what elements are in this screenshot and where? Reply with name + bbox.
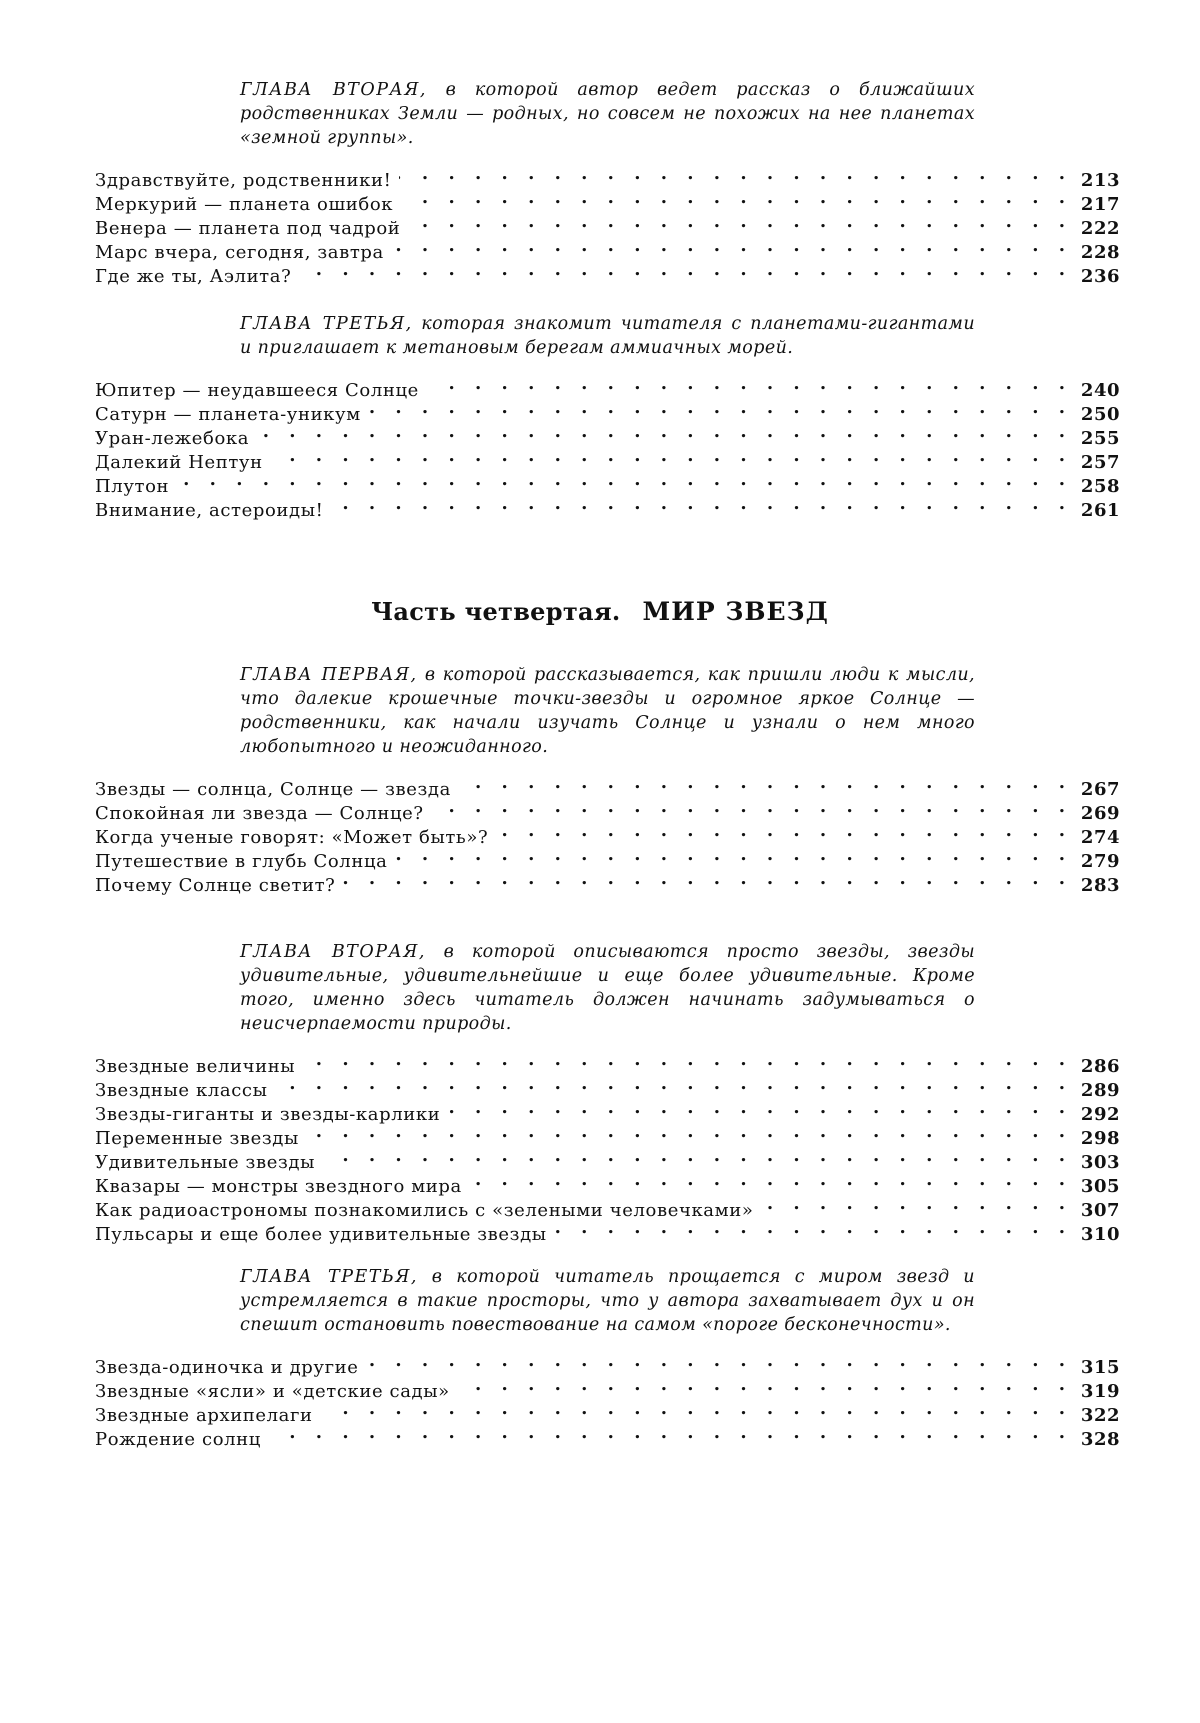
toc-entry-page: 283 [1080, 875, 1120, 896]
chapter-description [240, 78, 975, 150]
toc-list [95, 771, 1120, 896]
toc-entry-title: Звездные классы [95, 1079, 276, 1103]
toc-entry-page: 303 [1080, 1152, 1120, 1173]
toc-entry-page: 289 [1080, 1080, 1120, 1101]
dot-leader [458, 1373, 1072, 1397]
toc-entry-title: Удивительные звезды [95, 1151, 323, 1175]
toc-entry-page: 236 [1080, 266, 1120, 287]
dot-leader [448, 1096, 1072, 1120]
toc-entry-page: 315 [1080, 1357, 1120, 1378]
toc-entry-title: Уран-лежебока [95, 427, 257, 451]
toc-entry-page: 257 [1080, 452, 1120, 473]
toc-entry-title: Плутон [95, 475, 177, 499]
dot-leader [470, 1168, 1072, 1192]
toc-entry-page: 328 [1080, 1429, 1120, 1450]
toc-entry[interactable] [95, 372, 1120, 401]
toc-entry-title: Рождение солнц [95, 1428, 269, 1452]
dot-leader [427, 372, 1072, 396]
toc-entry-page: 298 [1080, 1128, 1120, 1149]
toc-entry-title: Звездные архипелаги [95, 1404, 321, 1428]
chapter-lead: ГЛАВА ТРЕТЬЯ, [240, 1267, 418, 1287]
chapter-lead: ГЛАВА ВТОРАЯ, [240, 942, 426, 962]
dot-leader [276, 1072, 1072, 1096]
toc-entry-page: 269 [1080, 803, 1120, 824]
toc-entry-title: Марс вчера, сегодня, завтра [95, 241, 392, 265]
toc-entry-page: 286 [1080, 1056, 1120, 1077]
toc-entry-title: Путешествие в глубь Солнца [95, 850, 395, 874]
toc-entry-page: 240 [1080, 380, 1120, 401]
toc-entry-page: 322 [1080, 1405, 1120, 1426]
dot-leader [177, 468, 1072, 492]
dot-leader [408, 210, 1072, 234]
dot-leader [399, 162, 1072, 186]
toc-entry-page: 307 [1080, 1200, 1120, 1221]
toc-list [95, 1048, 1120, 1245]
toc-entry-page: 319 [1080, 1381, 1120, 1402]
chapter-text: в которой рассказывается, как пришли люди к мысли, что далекие крошечные точки-звезды и огромное яркое Солнце — родственники, как начали изучать Солнце и узнали о нем много любопытного и неожиданного. [240, 665, 975, 757]
toc-list [95, 162, 1120, 287]
toc-entry[interactable] [95, 162, 1120, 191]
toc-entry-page: 217 [1080, 194, 1120, 215]
toc-entry-title: Звездные величины [95, 1055, 303, 1079]
toc-entry-title: Сатурн — планета-уникум [95, 403, 369, 427]
dot-leader [303, 1048, 1072, 1072]
toc-entry-title: Звездные «ясли» и «детские сады» [95, 1380, 458, 1404]
chapter-block [95, 940, 1120, 1245]
dot-leader [432, 795, 1072, 819]
chapter-text: в которой читатель прощается с миром звезд и устремляется в такие просторы, что у автора захватывает дух и он спешит остановить повествование на самом «пороге бесконечности». [240, 1267, 975, 1335]
toc-entry-title: Когда ученые говорят: «Может быть»? [95, 826, 496, 850]
toc-entry-title: Меркурий — планета ошибок [95, 193, 401, 217]
toc-entry-page: 222 [1080, 218, 1120, 239]
toc-entry-title: Переменные звезды [95, 1127, 307, 1151]
toc-entry-page: 274 [1080, 827, 1120, 848]
chapter-block [95, 312, 1120, 521]
toc-entry-title: Пульсары и еще более удивительные звезды [95, 1223, 555, 1247]
toc-entry-page: 228 [1080, 242, 1120, 263]
toc-entry-title: Звезда-одиночка и другие [95, 1356, 366, 1380]
toc-entry-title: Почему Солнце светит? [95, 874, 343, 898]
toc-entry-title: Юпитер — неудавшееся Солнце [95, 379, 427, 403]
toc-entry-title: Спокойная ли звезда — Солнце? [95, 802, 432, 826]
toc-entry-title: Звезды-гиганты и звезды-карлики [95, 1103, 448, 1127]
chapter-block [95, 78, 1120, 287]
dot-leader [331, 492, 1072, 516]
toc-list [95, 1349, 1120, 1450]
dot-leader [761, 1192, 1072, 1216]
chapter-block [95, 663, 1120, 896]
dot-leader [401, 186, 1072, 210]
chapter-text: в которой автор ведет рассказ о ближайших родственниках Земли — родных, но совсем не похожих на нее планетах «земной группы». [240, 80, 975, 148]
toc-entry-page: 258 [1080, 476, 1120, 497]
dot-leader [323, 1144, 1072, 1168]
toc-entry-page: 213 [1080, 170, 1120, 191]
toc-entry-title: Венера — планета под чадрой [95, 217, 408, 241]
toc-entry-title: Квазары — монстры звездного мира [95, 1175, 470, 1199]
toc-entry[interactable] [95, 1349, 1120, 1378]
toc-entry-title: Далекий Нептун [95, 451, 271, 475]
dot-leader [555, 1216, 1072, 1240]
toc-entry-title: Как радиоастрономы познакомились с «зелеными человечками» [95, 1199, 761, 1223]
toc-entry-title: Внимание, астероиды! [95, 499, 331, 523]
toc-entry[interactable] [95, 492, 1120, 521]
chapter-lead: ГЛАВА ТРЕТЬЯ, [240, 314, 413, 334]
toc-list [95, 372, 1120, 521]
chapter-description [240, 663, 975, 759]
dot-leader [321, 1397, 1072, 1421]
toc-entry[interactable] [95, 771, 1120, 800]
dot-leader [257, 420, 1072, 444]
chapter-lead: ГЛАВА ПЕРВАЯ, [240, 665, 418, 685]
dot-leader [369, 396, 1072, 420]
toc-entry[interactable] [95, 468, 1120, 497]
toc-entry-page: 255 [1080, 428, 1120, 449]
part-name: МИР ЗВЕЗД [642, 597, 829, 626]
chapter-description [240, 1265, 975, 1337]
dot-leader [271, 444, 1072, 468]
chapter-block [95, 1265, 1120, 1450]
toc-entry-title: Здравствуйте, родственники! [95, 169, 399, 193]
dot-leader [392, 234, 1072, 258]
dot-leader [496, 819, 1072, 843]
chapter-text: которая знакомит читателя с планетами-гигантами и приглашает к метановым берегам аммиачных морей. [240, 314, 975, 358]
toc-entry-title: Где же ты, Аэлита? [95, 265, 299, 289]
dot-leader [343, 867, 1072, 891]
toc-entry-page: 305 [1080, 1176, 1120, 1197]
dot-leader [269, 1421, 1072, 1445]
toc-entry-page: 261 [1080, 500, 1120, 521]
chapter-description [240, 940, 975, 1036]
chapter-lead: ГЛАВА ВТОРАЯ, [240, 80, 427, 100]
dot-leader [366, 1349, 1072, 1373]
toc-entry-title: Звезды — солнца, Солнце — звезда [95, 778, 459, 802]
dot-leader [307, 1120, 1072, 1144]
toc-entry-page: 292 [1080, 1104, 1120, 1125]
toc-entry-page: 279 [1080, 851, 1120, 872]
toc-entry[interactable] [95, 1048, 1120, 1077]
chapter-description [240, 312, 975, 360]
toc-entry-page: 310 [1080, 1224, 1120, 1245]
toc-entry-page: 250 [1080, 404, 1120, 425]
part-heading [0, 597, 1200, 626]
part-label: Часть четвертая. [371, 597, 621, 626]
dot-leader [395, 843, 1072, 867]
chapter-text: в которой описываются просто звезды, звезды удивительные, удивительнейшие и еще более удивительные. Кроме того, именно здесь читатель должен начинать задумываться о неисчерпаемости природы. [240, 942, 975, 1034]
dot-leader [459, 771, 1072, 795]
toc-entry-page: 267 [1080, 779, 1120, 800]
dot-leader [299, 258, 1072, 282]
